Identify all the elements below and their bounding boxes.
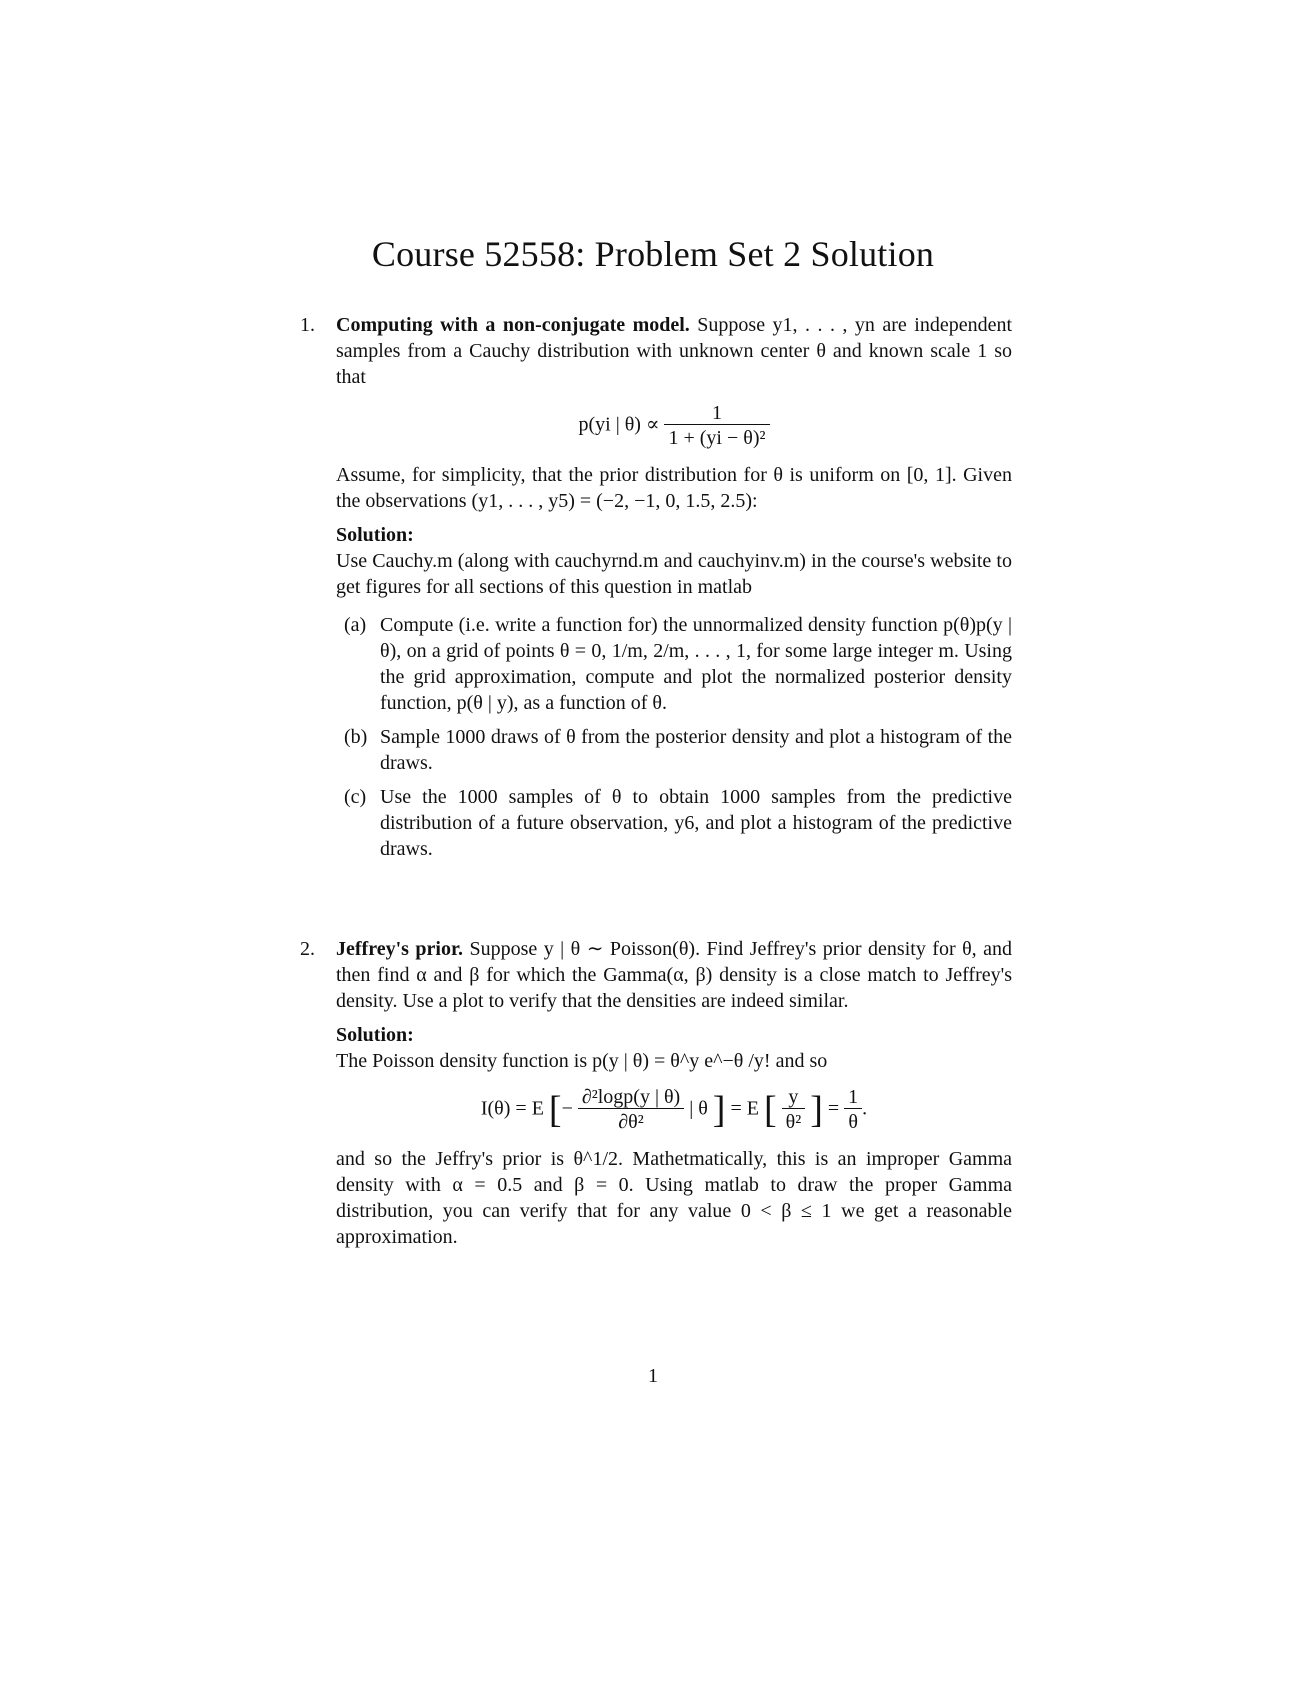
subpart-a (336, 612, 1012, 716)
subpart-text: Sample 1000 draws of θ from the posterior density and plot a histogram of the draws. (380, 726, 1012, 774)
fisher-information-equation: I(θ) = E [− $\frac{\text{∂²logp(y | θ)}}{\text{∂θ²}}$ | θ ] = E [ $\frac{y}{\text{θ²}}$ ] = $\frac{1}{\theta}$ . (480, 1086, 868, 1133)
left-bracket: [ (763, 1089, 777, 1131)
left-bracket: [ (548, 1089, 562, 1131)
fraction-numerator: ∂²logp(y | θ) (581, 1086, 681, 1108)
fraction-numerator: 1 (848, 1086, 859, 1108)
problem-number: 1. (300, 314, 315, 336)
subpart-label: (b) (344, 726, 368, 748)
solution-text: The Poisson density function is p(y | θ) = θ^y e^−θ /y! and so (336, 1050, 828, 1072)
problem-assumption: Assume, for simplicity, that the prior distribution for θ is uniform on [0, 1]. Given the observations (y1, . . . , y5) = (−2, −1, 0, 1.5, 2.5): (336, 464, 1012, 512)
subpart-text: Compute (i.e. write a function for) the unnormalized density function p(θ)p(y | θ), on a grid of points θ = 0, 1/m, 2/m, . . . , 1, for some large integer m. Using the grid approximation, compute and plot the normalized posterior density function, p(θ | y), as a function of θ. (380, 614, 1012, 714)
subparts-list (336, 612, 1012, 862)
problem-statement: Suppose y1, . . . , yn are independent samples from a Cauchy distribution with unknown center θ and known scale 1 so that (336, 314, 1013, 388)
equation-conditioning: | θ (689, 1097, 708, 1120)
fraction-denominator: θ (844, 1108, 862, 1134)
problem-1 (300, 312, 1012, 870)
cauchy-equation (336, 402, 1012, 450)
problem-intro (336, 312, 1012, 390)
solution-text: Use Cauchy.m (along with cauchyrnd.m and cauchyinv.m) in the course's website to get figures for all sections of this question in matlab (336, 550, 1012, 598)
subpart-c (336, 784, 1012, 862)
subpart-b (336, 724, 1012, 776)
right-bracket: ] (712, 1089, 726, 1131)
page-title: Course 52558: Problem Set 2 Solution (371, 234, 935, 274)
equation-fraction (578, 1086, 684, 1134)
right-bracket: ] (810, 1089, 823, 1131)
fraction-denominator: ∂θ² (578, 1108, 684, 1134)
equation-equals: = (827, 1097, 840, 1120)
page-number: 1 (648, 1365, 658, 1387)
equation-lhs: p(yi | θ) ∝ (578, 413, 660, 436)
equation-equals: = E (730, 1097, 759, 1120)
solution-label: Solution: (336, 1024, 414, 1046)
problem-statement: Suppose y | θ ∼ Poisson(θ). Find Jeffrey's prior density for θ, and then find α and β for which the Gamma(α, β) density is a close match to Jeffrey's density. Use a plot to verify that the densities are indeed similar. (336, 938, 1013, 1012)
problem-heading: Computing with a non-conjugate model. (336, 314, 690, 336)
problem-intro (336, 936, 1012, 1014)
equation-fraction (844, 1086, 862, 1134)
problem-2 (300, 936, 1012, 1250)
fraction-denominator: θ² (782, 1108, 806, 1134)
fraction-numerator: y (788, 1086, 799, 1108)
equation-fraction (782, 1086, 806, 1134)
equation-fraction (664, 402, 769, 450)
fraction-denominator: 1 + (yi − θ)² (664, 424, 769, 450)
fraction-numerator: 1 (711, 402, 722, 424)
problem-heading: Jeffrey's prior. (336, 938, 463, 960)
solution-label: Solution: (336, 524, 414, 546)
subpart-label: (a) (344, 614, 367, 636)
subpart-label: (c) (344, 786, 367, 808)
equation-lhs: I(θ) = E (480, 1097, 544, 1120)
solution-conclusion: and so the Jeffry's prior is θ^1/2. Mathetmatically, this is an improper Gamma density with α = 0.5 and β = 0. Using matlab to draw the proper Gamma distribution, you can verify that for any value 0 < β ≤ 1 we get a reasonable approximation. (336, 1148, 1012, 1248)
subpart-text: Use the 1000 samples of θ to obtain 1000 samples from the predictive distribution of a future observation, y6, and plot a histogram of the predictive draws. (380, 786, 1012, 860)
problem-number: 2. (300, 938, 315, 960)
